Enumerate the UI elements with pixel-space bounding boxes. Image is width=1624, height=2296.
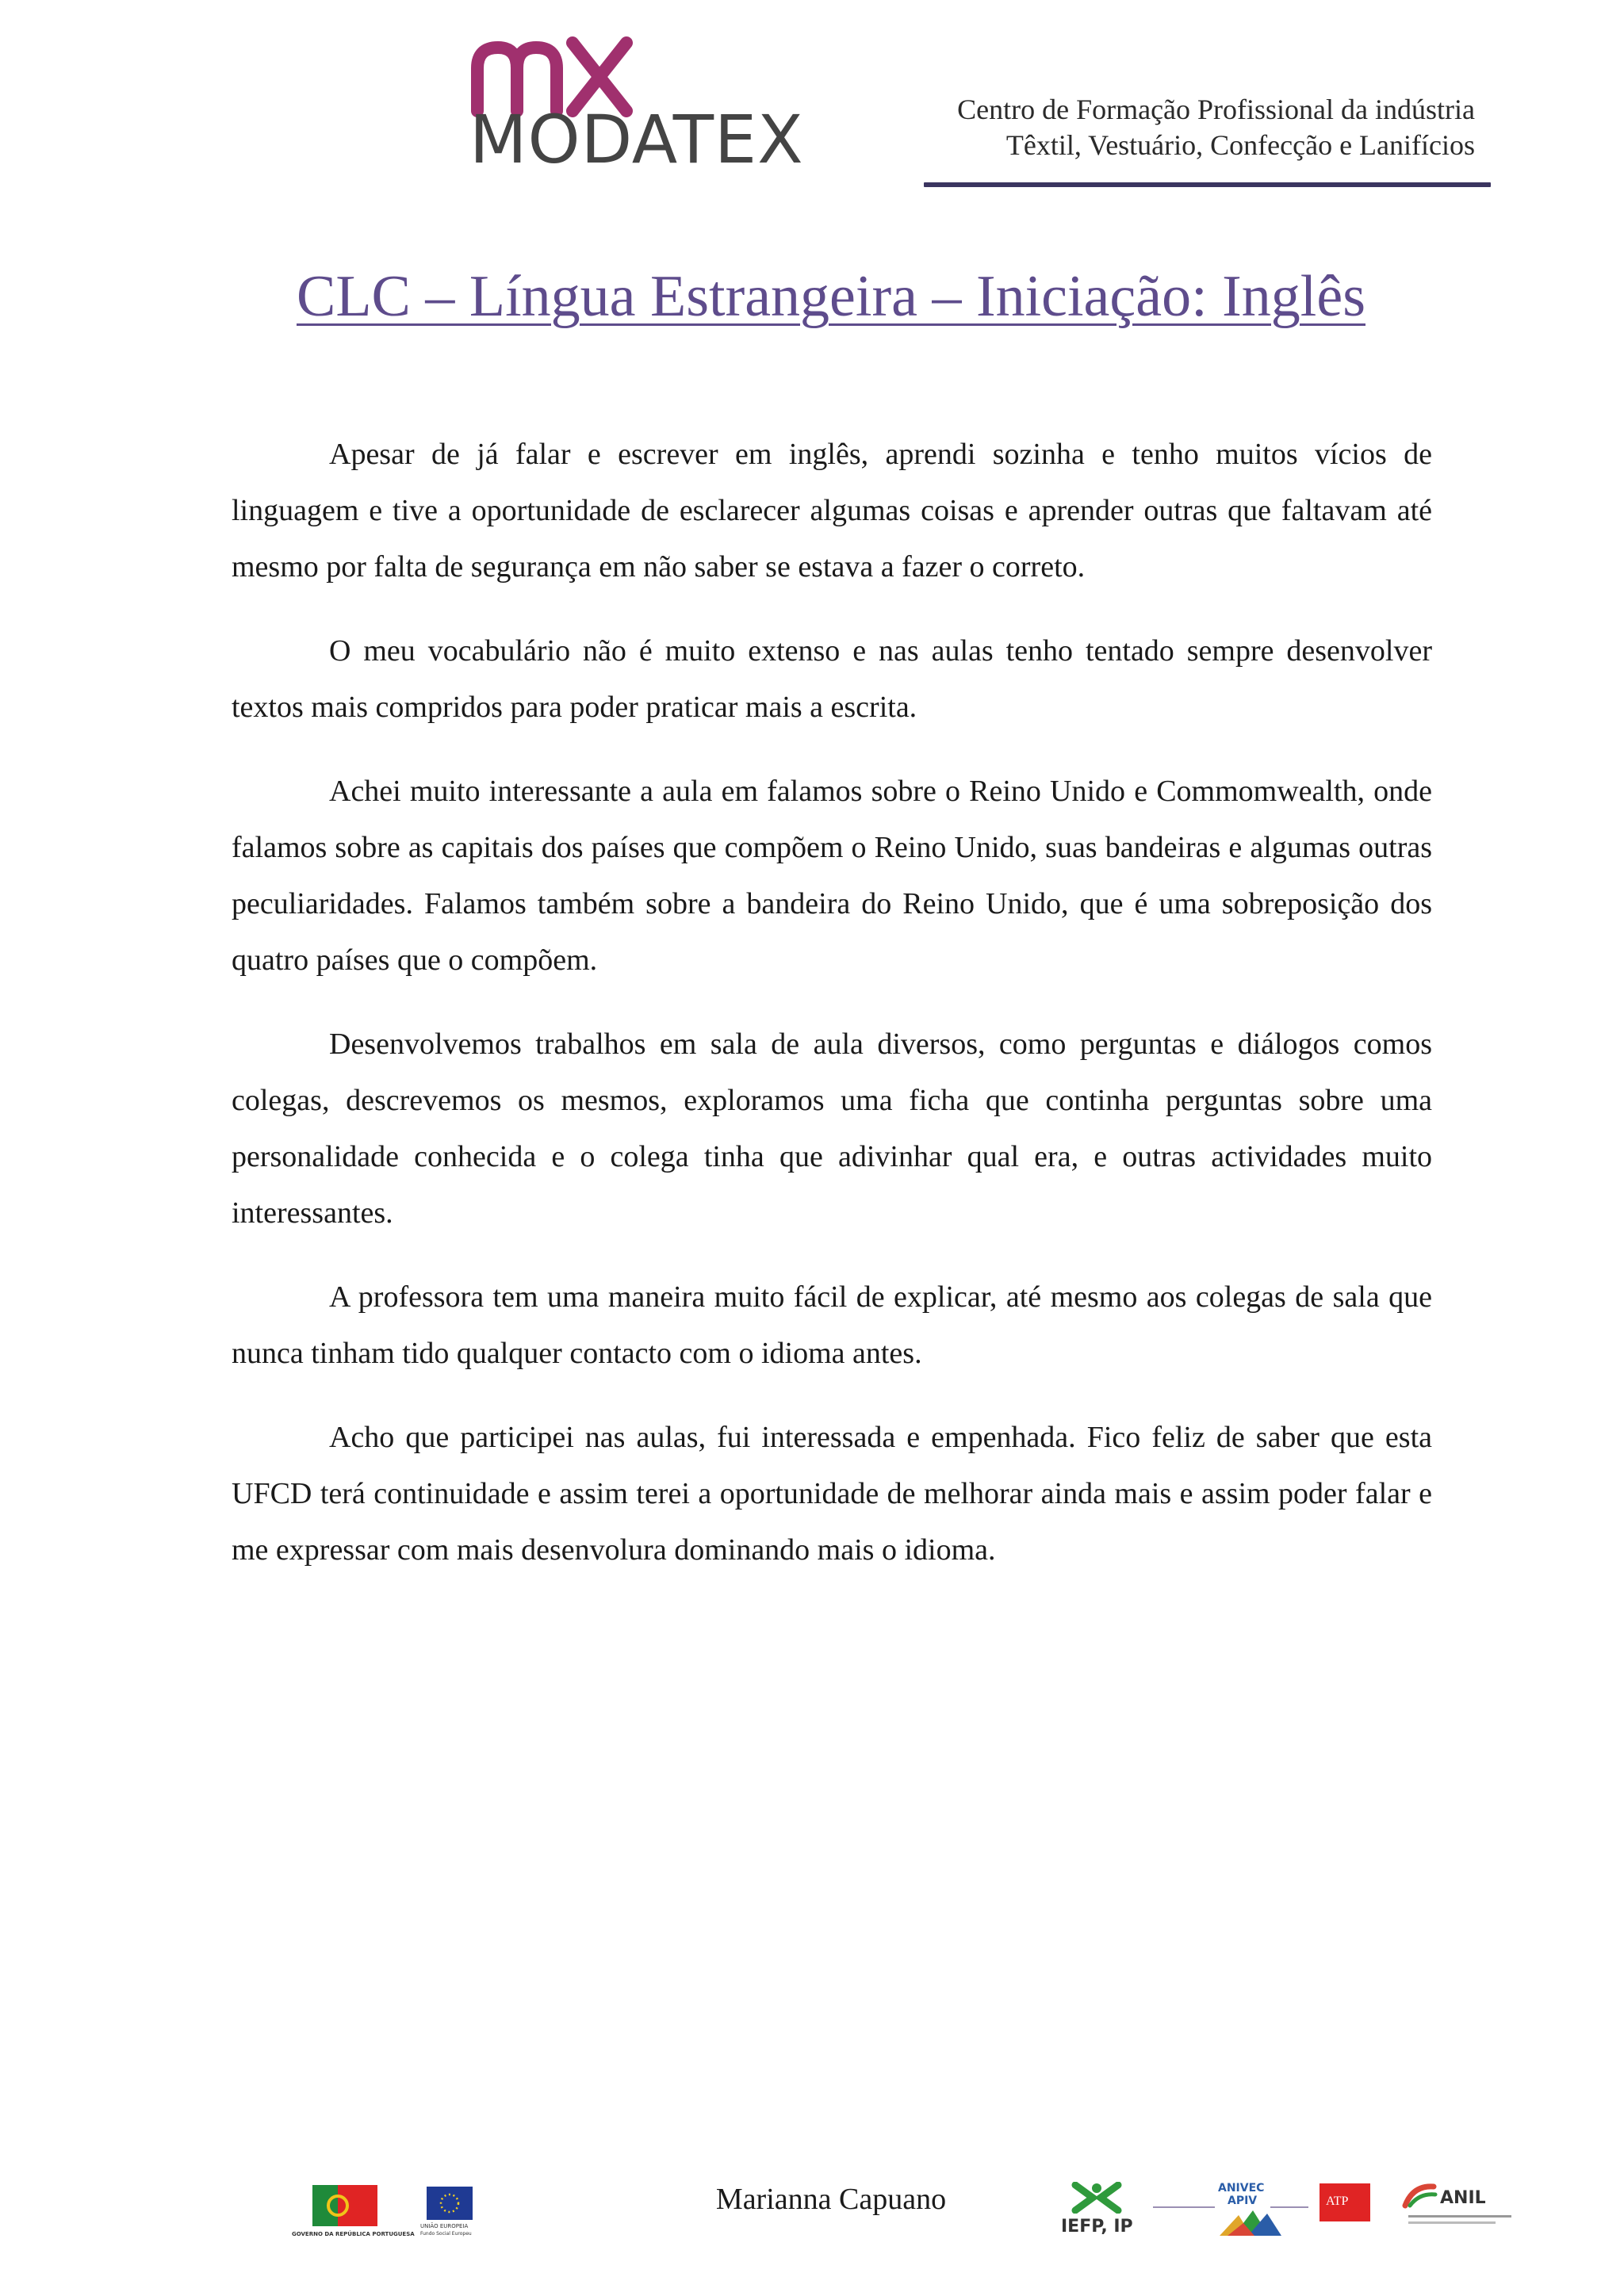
anivec-label: ANIVEC — [1218, 2182, 1265, 2195]
eu-flag-icon — [427, 2187, 473, 2220]
anil-mark-icon — [1402, 2182, 1438, 2209]
anil-logo — [1402, 2182, 1521, 2239]
institute-line-1: Centro de Formação Profissional da indústria — [957, 94, 1475, 125]
portugal-flag-icon — [312, 2185, 377, 2226]
author-name: Marianna Capuano — [715, 2183, 947, 2216]
paragraph: Apesar de já falar e escrever em inglês, aprendi sozinha e tenho muitos vícios de linguagem e tive a oportunidade de esclarecer algumas coisas e aprender outras que faltavam até mesmo por falta de segurança em não saber se estava a fazer o correto. — [232, 438, 1432, 584]
portugal-caption: GOVERNO DA REPÚBLICA PORTUGUESA — [292, 2231, 415, 2237]
paragraph: Acho que participei nas aulas, fui interessada e empenhada. Fico feliz de saber que esta UFCD terá continuidade e assim terei a oportunidade de melhorar ainda mais e assim poder falar e me expressar com mais desenvolura dominando mais o idioma. — [232, 1421, 1432, 1567]
paragraph: A professora tem uma maneira muito fácil de explicar, até mesmo aos colegas de sala que nunca tinham tido qualquer contacto com o idioma antes. — [232, 1280, 1432, 1370]
paragraph: Achei muito interessante a aula em falamos sobre o Reino Unido e Commomwealth, onde falamos sobre as capitais dos países que compõem o Reino Unido, suas bandeiras e algumas outras peculiaridades. Falamos também sobre a bandeira do Reino Unido, que é uma sobreposição dos quatro países que o compõem. — [232, 775, 1432, 977]
document-body — [232, 427, 1432, 1606]
eu-caption-2: Fundo Social Europeu — [420, 2231, 472, 2237]
iefp-logo — [1059, 2182, 1136, 2245]
anil-caption-line — [1408, 2221, 1496, 2224]
anivec-graphic-icon — [1151, 2204, 1310, 2239]
anivec-apiv-logo — [1151, 2182, 1326, 2239]
iefp-mark-icon — [1069, 2182, 1124, 2214]
modatex-logo — [466, 40, 804, 178]
apiv-label: APIV — [1228, 2195, 1258, 2207]
institute-name — [872, 92, 1475, 163]
document-title: CLC – Língua Estrangeira – Iniciação: Inglês — [296, 264, 1365, 329]
eu-caption-1: UNIÃO EUROPEIA — [420, 2223, 469, 2229]
anil-caption-line — [1408, 2215, 1511, 2218]
iefp-label: IEFP, IP — [1061, 2217, 1133, 2237]
eu-logo — [420, 2185, 479, 2242]
logo-wordmark: MODATEX — [469, 101, 804, 178]
portugal-government-logo — [292, 2185, 415, 2242]
atp-label: ATP — [1326, 2195, 1349, 2208]
atp-logo — [1320, 2183, 1370, 2234]
institute-line-2: Têxtil, Vestuário, Confecção e Lanifícios — [1005, 129, 1475, 161]
anil-label: ANIL — [1440, 2188, 1486, 2208]
paragraph: Desenvolvemos trabalhos em sala de aula diversos, como perguntas e diálogos comos colegas, descrevemos os mesmos, exploramos uma ficha que continha perguntas sobre uma personalidade conhecida e o colega tinha que adivinhar qual era, e outras actividades muito interessantes. — [232, 1027, 1432, 1230]
header-divider — [924, 182, 1491, 187]
paragraph: O meu vocabulário não é muito extenso e nas aulas tenho tentado sempre desenvolver textos mais compridos para poder praticar mais a escrita. — [232, 634, 1432, 724]
